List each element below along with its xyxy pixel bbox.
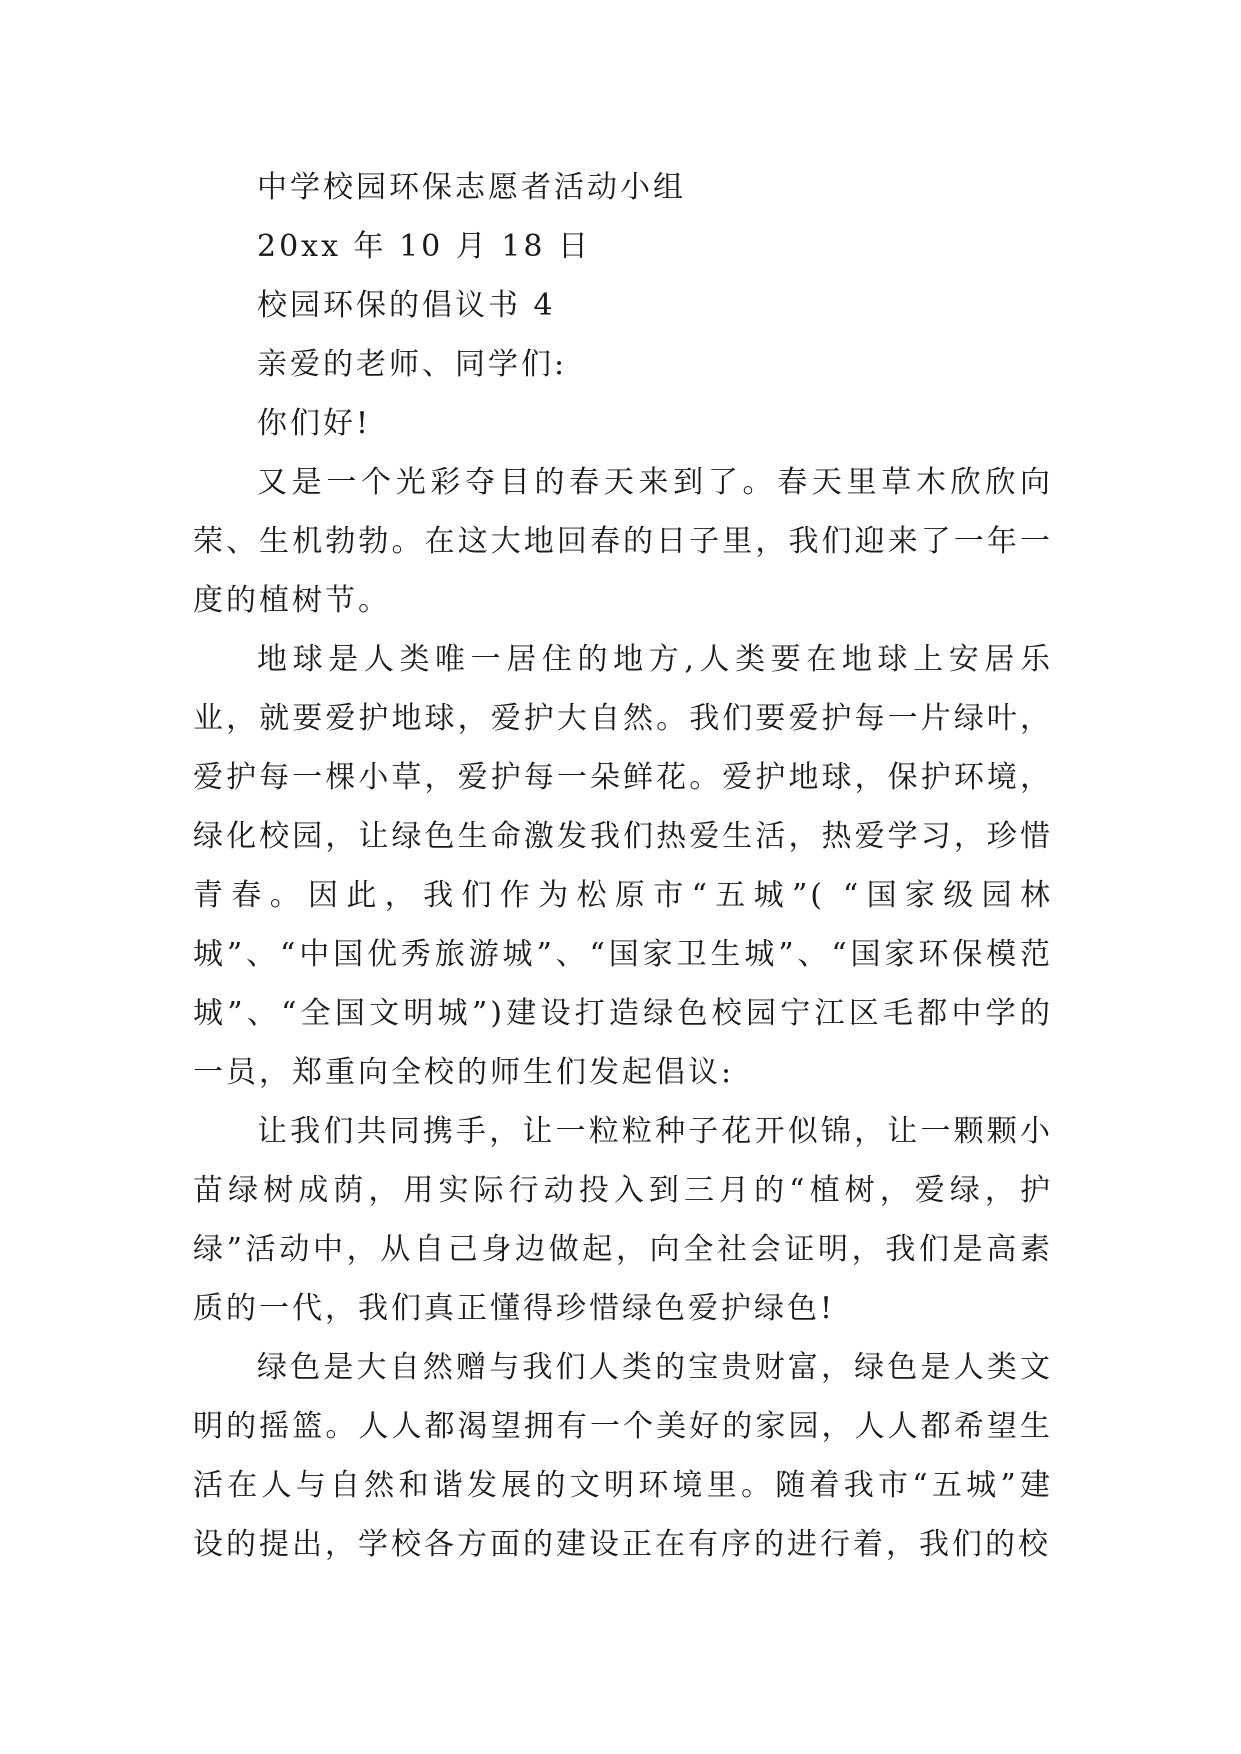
greeting: 你们好! [257,406,372,441]
section-title: 校园环保的倡议书 4 [257,288,556,323]
salutation: 亲爱的老师、同学们: [257,347,568,382]
body-paragraph: 地球是人类唯一居住的地方,人类要在地球上安居乐业，就要爱护地球，爱护大自然。我们要爱护每一片绿叶，爱护每一棵小草，爱护每一朵鲜花。爱护地球，保护环境，绿化校园，让绿色生命激发我们热爱生活，热爱学习，珍惜青春。因此，我们作为松原市“五城”( “国家级园林城”、“中国优秀旅游城”、“国家卫生城”、“国家环保模范城”、“全国文明城”)建设打造绿色校园宁江区毛都中学的一员，郑重向全校的师生们发起倡议: [193,642,1053,1090]
date-line: 20xx 年 10 月 18 日 [257,229,592,264]
document-body [193,158,1053,1574]
organization-line: 中学校园环保志愿者活动小组 [257,170,686,205]
body-paragraph: 绿色是大自然赠与我们人类的宝贵财富，绿色是人类文明的摇篮。人人都渴望拥有一个美好的家园，人人都希望生活在人与自然和谐发展的文明环境里。随着我市“五城”建设的提出，学校各方面的建设正在有序的进行着，我们的校 [193,1350,1053,1562]
body-paragraph: 让我们共同携手，让一粒粒种子花开似锦，让一颗颗小苗绿树成荫，用实际行动投入到三月的“植树，爱绿，护绿”活动中，从自己身边做起，向全社会证明，我们是高素质的一代，我们真正懂得珍惜绿色爱护绿色! [193,1114,1053,1326]
body-paragraph: 又是一个光彩夺目的春天来到了。春天里草木欣欣向荣、生机勃勃。在这大地回春的日子里，我们迎来了一年一度的植树节。 [193,465,1053,618]
